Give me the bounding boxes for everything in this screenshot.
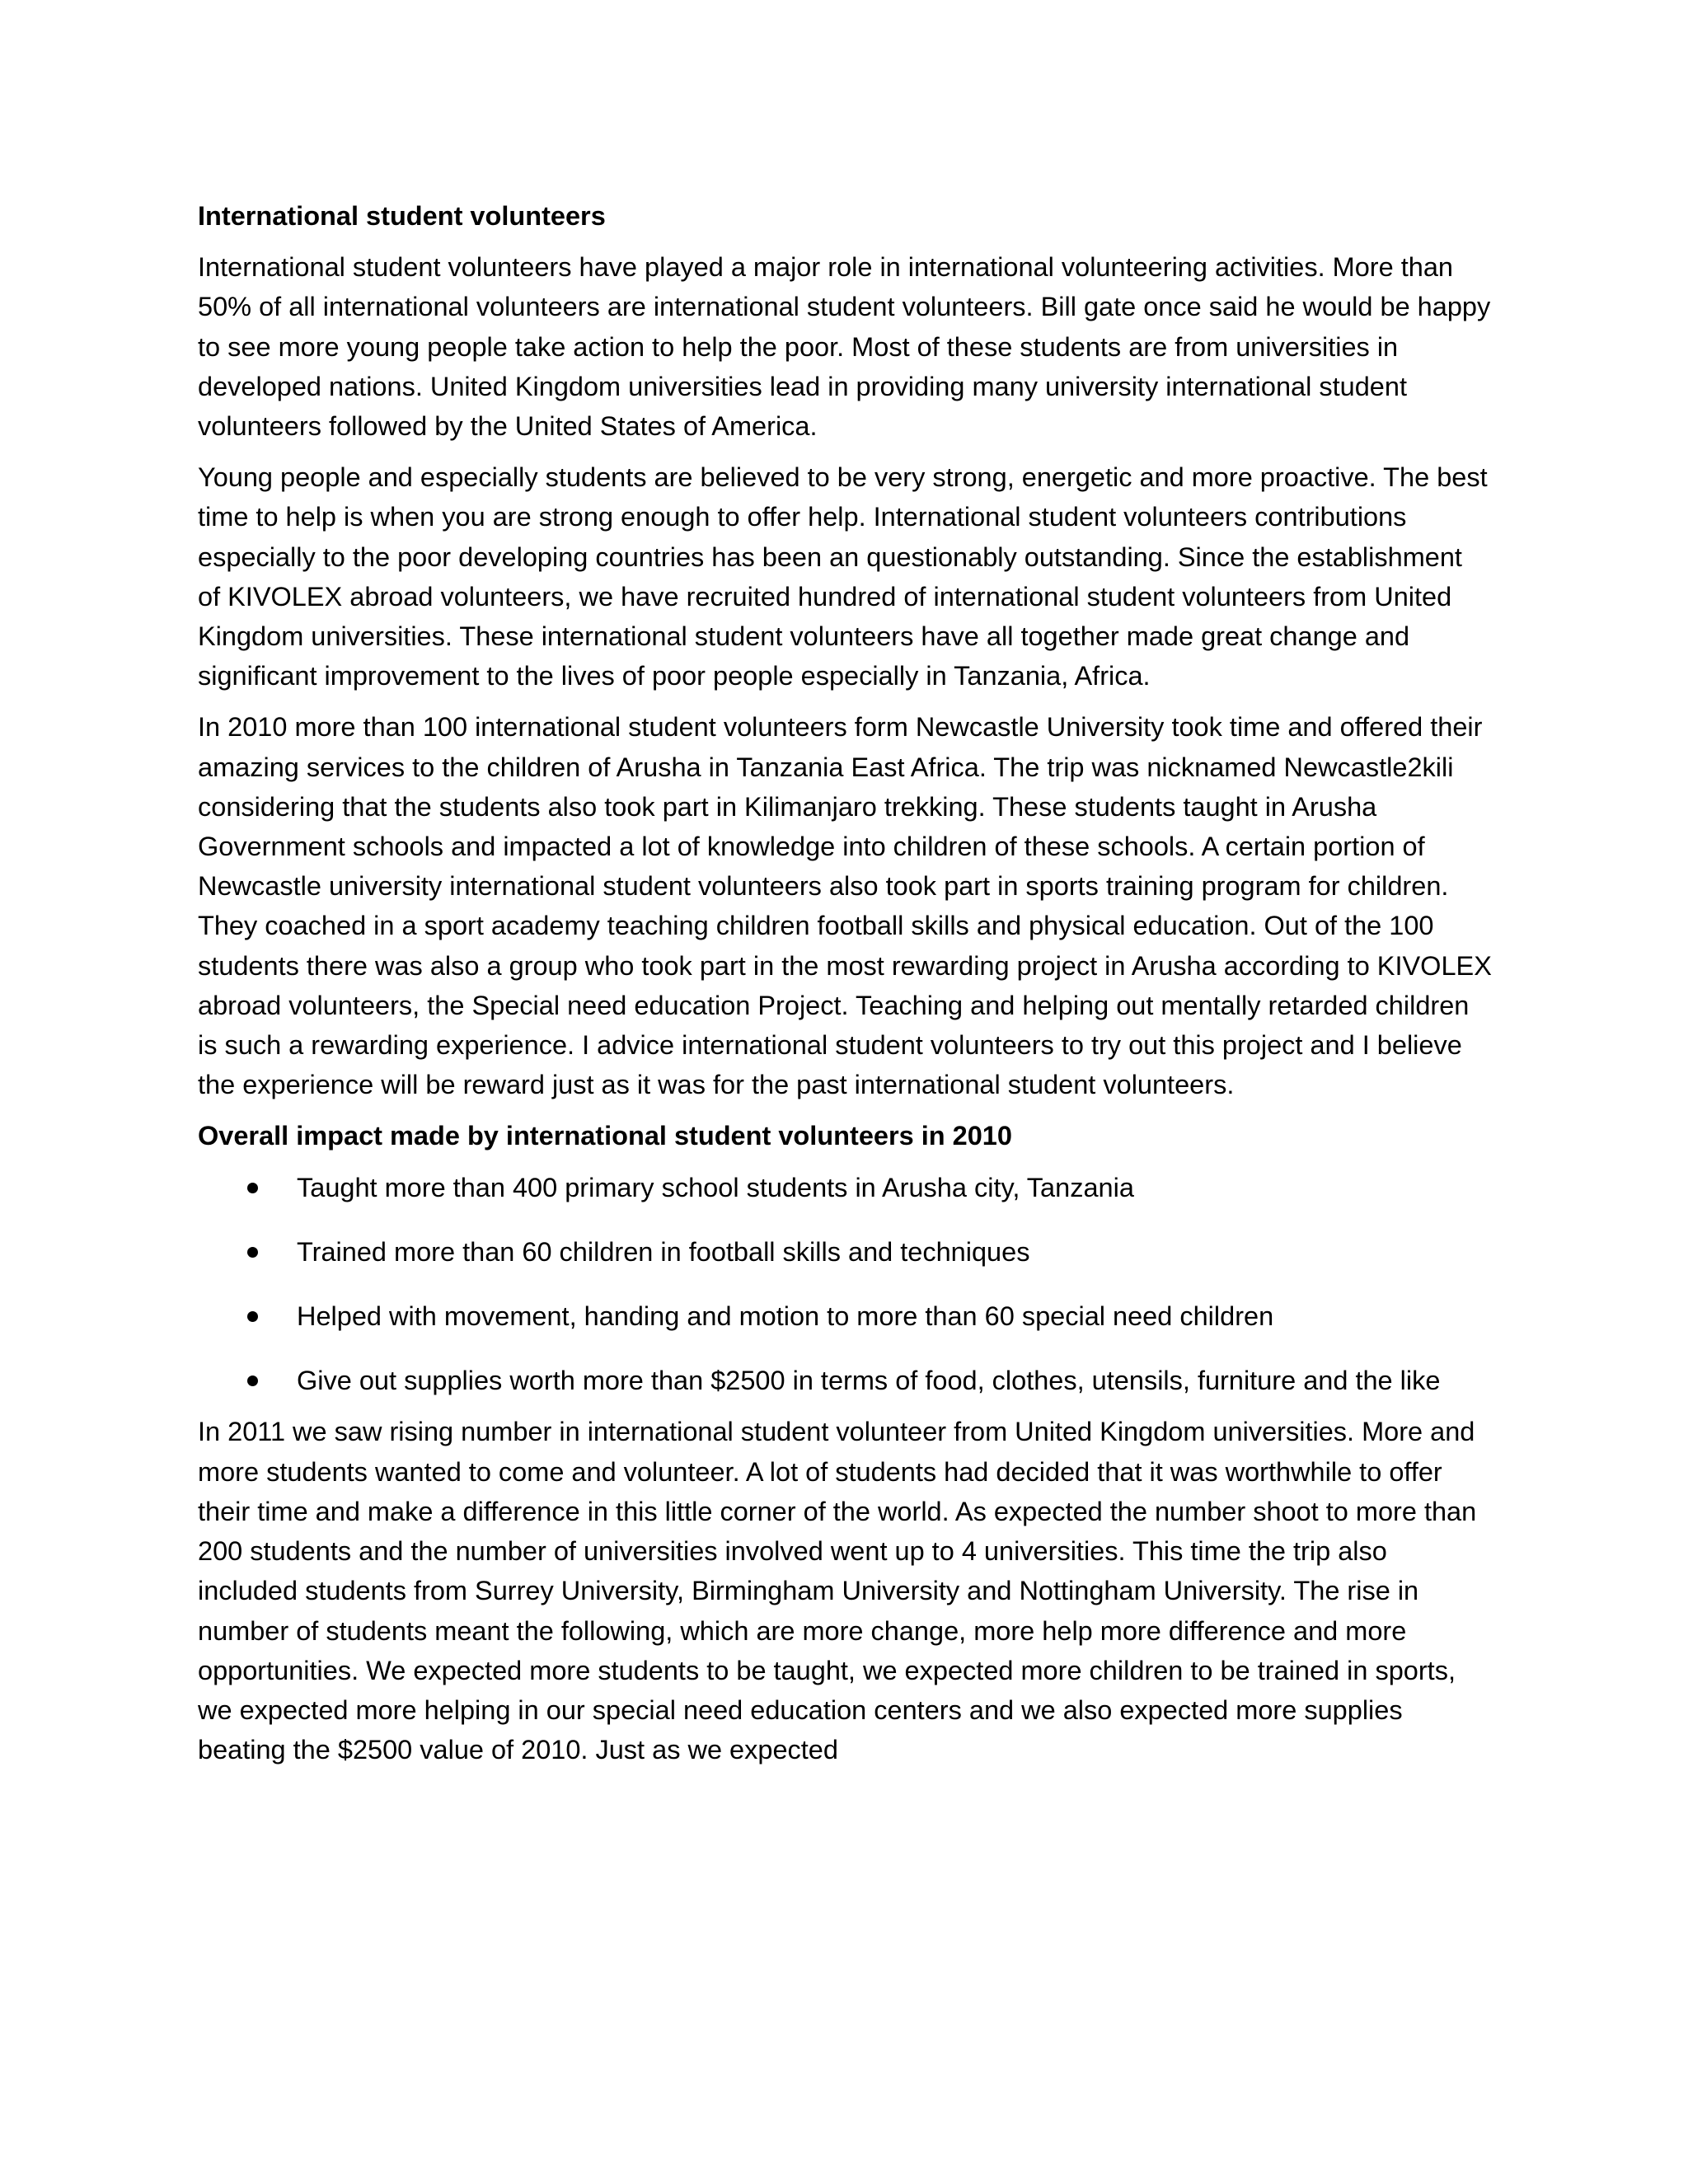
- bullet-icon: [247, 1183, 258, 1193]
- paragraph-2011-growth: In 2011 we saw rising number in international student volunteer from United Kingdom universities. More and more students wanted to come and volunteer. A lot of students had decided that it was worthwhile to offer their time and make a difference in this little corner of the world. As expected the number shoot to more than 200 students and the number of universities involved went up to 4 universities. This time the trip also included students from Surrey University, Birmingham University and Nottingham University. The rise in number of students meant the following, which are more change, more help more difference and more opportunities. We expected more students to be taught, we expected more children to be trained in sports, we expected more helping in our special need education centers and we also expected more supplies beating the $2500 value of 2010. Just as we expected: [198, 1417, 1477, 1765]
- paragraph-newcastle-2010: In 2010 more than 100 international student volunteers form Newcastle University took time and offered their amazing services to the children of Arusha in Tanzania East Africa. The trip was nicknamed Newcastle2kili considering that the students also took part in Kilimanjaro trekking. These students taught in Arusha Government schools and impacted a lot of knowledge into children of these schools. A certain portion of Newcastle university international student volunteers also took part in sports training program for children. They coached in a sport academy teaching children football skills and physical education. Out of the 100 students there was also a group who took part in the most rewarding project in Arusha according to KIVOLEX abroad volunteers, the Special need education Project. Teaching and helping out mentally retarded children is such a rewarding experience. I advice international student volunteers to try out this project and I believe the experience will be reward just as it was for the past international student volunteers.: [198, 712, 1492, 1100]
- bullet-icon: [247, 1311, 258, 1322]
- bullet-icon: [247, 1376, 258, 1386]
- list-item-text: Taught more than 400 primary school students in Arusha city, Tanzania: [297, 1172, 1134, 1202]
- paragraph-intro: International student volunteers have played a major role in international volunteering activities. More than 50% of all international volunteers are international student volunteers. Bill gate once said he would be happy to see more young people take action to help the poor. Most of these students are from universities in developed nations. United Kingdom universities lead in providing many university international student volunteers followed by the United States of America.: [198, 252, 1491, 442]
- list-item: [198, 1168, 1492, 1207]
- list-item: [198, 1296, 1492, 1336]
- list-item-text: Give out supplies worth more than $2500 in terms of food, clothes, utensils, furniture and the like: [297, 1366, 1441, 1396]
- list-item: [198, 1361, 1492, 1400]
- impact-bullet-list: [198, 1168, 1492, 1401]
- bullet-icon: [247, 1247, 258, 1258]
- list-item: [198, 1232, 1492, 1272]
- section-heading-international-student-volunteers: International student volunteers: [198, 201, 606, 231]
- document-page: [198, 196, 1492, 1781]
- section-heading-overall-impact-2010: Overall impact made by international student volunteers in 2010: [198, 1121, 1012, 1151]
- paragraph-young-people: Young people and especially students are believed to be very strong, energetic and more proactive. The best time to help is when you are strong enough to offer help. International student volunteers contributions especially to the poor developing countries has been an questionably outstanding. Since the establishment of KIVOLEX abroad volunteers, we have recruited hundred of international student volunteers from United Kingdom universities. These international student volunteers have all together made great change and significant improvement to the lives of poor people especially in Tanzania, Africa.: [198, 462, 1488, 691]
- list-item-text: Trained more than 60 children in football skills and techniques: [297, 1236, 1030, 1267]
- list-item-text: Helped with movement, handing and motion to more than 60 special need children: [297, 1301, 1274, 1332]
